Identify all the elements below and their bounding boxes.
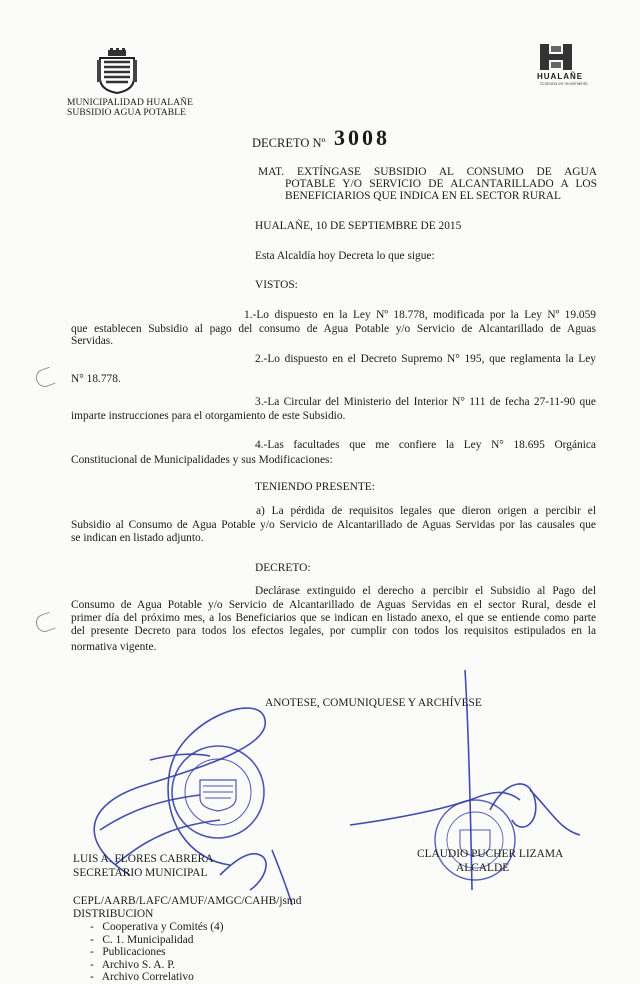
place-date: HUALAÑE, 10 DE SEPTIEMBRE DE 2015 [255, 220, 462, 232]
distribution-item: - Archivo Correlativo [90, 971, 194, 983]
vistos-item-3-line-2: imparte instrucciones para el otorgamiento de este Subsidio. [71, 410, 346, 422]
punch-hole-top [33, 367, 55, 390]
vistos-heading: VISTOS: [255, 279, 298, 291]
closing-formula: ANOTESE, COMUNIQUESE Y ARCHÍVESE [265, 697, 482, 709]
initials-line: CEPL/AARB/LAFC/AMUF/AMGC/CAHB/jsmd [73, 895, 302, 907]
vistos-item-2-line-2: N° 18.778. [71, 373, 121, 385]
subject-line-2: POTABLE Y/O SERVICIO DE ALCANTARILLADO A LOS [285, 178, 597, 190]
right-signer-name: CLAUDIO PUCHER LIZAMA [417, 848, 564, 860]
decreto-line-5: normativa vigente. [71, 641, 157, 653]
vistos-item-4-first: 4.-Las facultades que me confiere la Ley N° 18.695 Orgánica [255, 439, 596, 451]
issuer-line-1: MUNICIPALIDAD HUALAÑE [67, 98, 194, 108]
teniendo-heading: TENIENDO PRESENTE: [255, 481, 375, 493]
decreto-heading: DECRETO: [255, 562, 311, 574]
distribution-item-label: Cooperativa y Comités (4) [102, 921, 224, 933]
punch-hole-bottom [33, 612, 55, 635]
vistos-item-2-first: 2.-Lo dispuesto en el Decreto Supremo N° 195, que reglamenta la Ley [255, 353, 596, 365]
vistos-item-4-line-2: Constitucional de Municipalidades y sus Modificaciones: [71, 454, 333, 466]
teniendo-line-2: Subsidio al Consumo de Agua Potable y/o Servicio de Alcantarillado de Aguas Servidas por las causales que [71, 519, 596, 531]
municipal-crest-icon [96, 48, 138, 94]
decreto-line-2: Consumo de Agua Potable y/o Servicio de Alcantarillado de Aguas Servidas en el sector Rural, desde el [71, 599, 596, 611]
distribution-item-label: Publicaciones [102, 946, 166, 958]
distribution-item: - Cooperativa y Comités (4) [90, 921, 224, 933]
right-signer-title: ALCALDE [456, 862, 510, 874]
left-signer-name: LUIS A. FLORES CABRERA [73, 853, 214, 865]
distribution-list [90, 920, 390, 983]
decreto-line-3: primer día del próximo mes, a los Beneficiarios que se indican en listado anexo, el que se entiende como parte [71, 612, 596, 624]
vistos-item-3-first: 3.-La Circular del Ministerio del Interior N° 111 de fecha 27-11-90 que [255, 396, 596, 408]
decreto-first: Declárase extinguido el derecho a percibir el Subsidio al Pago del [255, 585, 596, 597]
issuer-line-2: SUBSIDIO AGUA POTABLE [67, 108, 187, 118]
subject-line-1: MAT. EXTÍNGASE SUBSIDIO AL CONSUMO DE AGUA [258, 166, 597, 178]
distribution-item-label: Archivo S. A. P. [101, 958, 176, 971]
teniendo-first: a) La pérdida de requisitos legales que dieron origen a percibir el [256, 505, 596, 517]
subject-line-3: BENEFICIARIOS QUE INDICA EN EL SECTOR RURAL [285, 190, 561, 202]
distribution-item: - C. 1. Municipalidad [90, 933, 194, 946]
decreto-line-4: del presente Decreto para todos los efectos legales, por cumplir con todos los requisitos estipulados en la [71, 625, 596, 637]
intro-text: Esta Alcaldía hoy Decreta lo que sigue: [255, 250, 435, 262]
distribution-heading: DISTRIBUCION [73, 908, 154, 920]
distribution-item: - Archivo S. A. P. [90, 958, 176, 971]
left-signer-title: SECRETARIO MUNICIPAL [73, 867, 208, 879]
decree-label: DECRETO Nº [252, 136, 326, 150]
vistos-item-1-line-2: que establecen Subsidio al pago del consumo de Agua Potable y/o Servicio de Alcantarillado de Aguas [71, 323, 596, 335]
distribution-item-label: Archivo Correlativo [101, 971, 194, 983]
vistos-item-1-first: 1.-Lo dispuesto en la Ley Nº 18.778, modificada por la Ley Nº 19.059 [244, 309, 596, 321]
teniendo-line-3: se indican en listado adjunto. [71, 532, 204, 544]
logo-tagline: Comuna en movimiento [540, 81, 588, 86]
vistos-item-1-line-3: Servidas. [71, 335, 114, 347]
decree-number: 3008 [334, 125, 390, 150]
hualane-h-logo-icon [540, 44, 572, 70]
logo-name: HUALAÑE [537, 72, 584, 81]
distribution-item: - Publicaciones [90, 946, 166, 958]
distribution-item-label: C. 1. Municipalidad [102, 933, 194, 946]
